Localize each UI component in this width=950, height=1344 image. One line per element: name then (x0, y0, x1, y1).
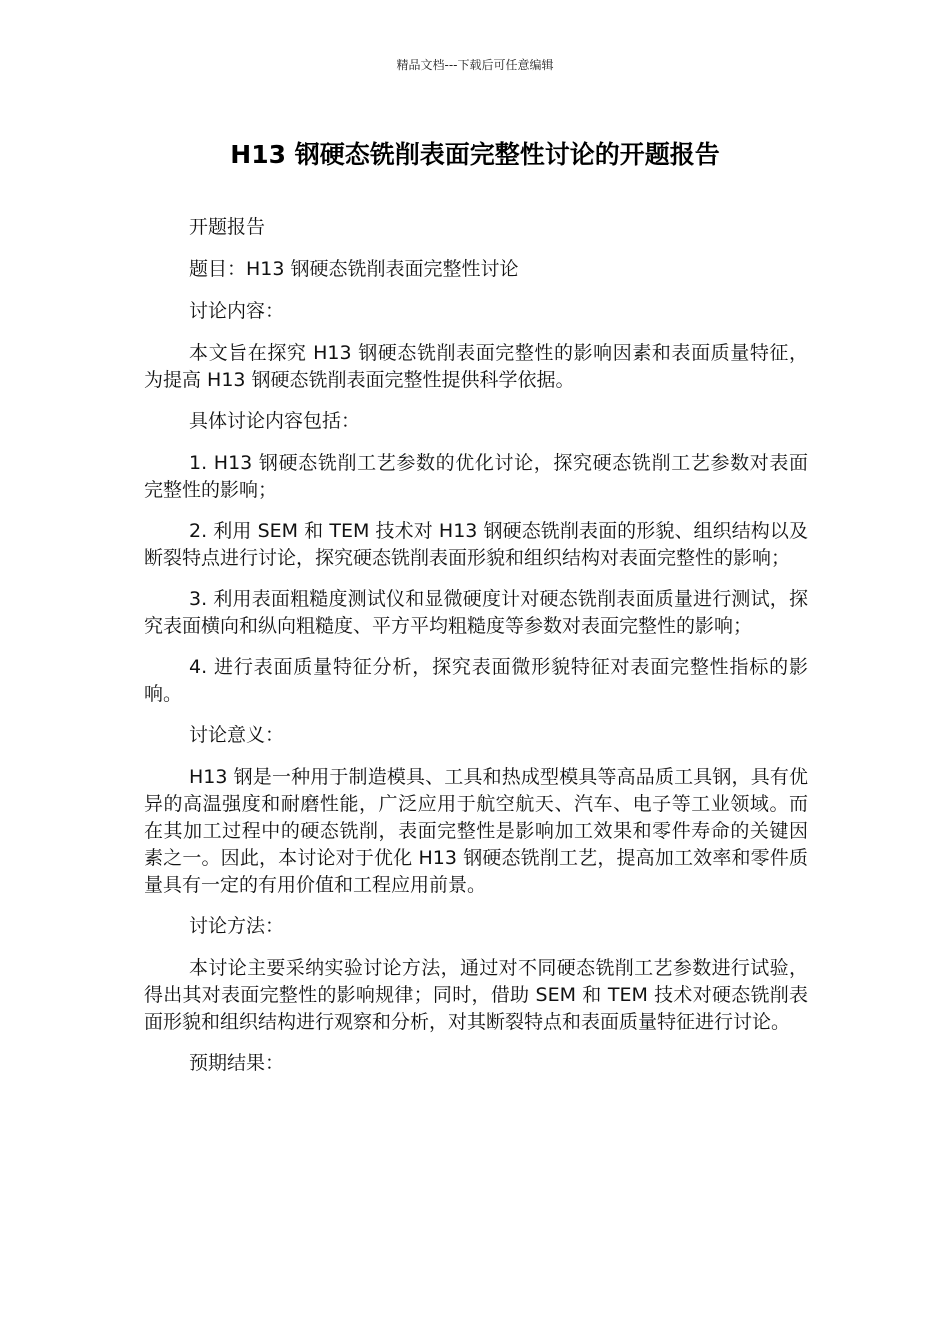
content-intro-paragraph: 本文旨在探究 H13 钢硬态铣削表面完整性的影响因素和表面质量特征，为提高 H13 钢硬态铣削表面完整性提供科学依据。 (144, 342, 808, 391)
significance-paragraph: H13 钢是一种用于制造模具、工具和热成型模具等高品质工具钢，具有优异的高温强度和耐磨性能，广泛应用于航空航天、汽车、电子等工业领域。而在其加工过程中的硬态铣削，表面完整性是影响加工效果和零件寿命的关键因素之一。因此，本讨论对于优化 H13 钢硬态铣削工艺，提高加工效率和零件质量具有一定的有用价值和工程应用前景。 (144, 766, 808, 896)
content-item-3: 3. 利用表面粗糙度测试仪和显微硬度计对硬态铣削表面质量进行测试，探究表面横向和纵向粗糙度、平方平均粗糙度等参数对表面完整性的影响； (144, 588, 808, 637)
document-body (144, 214, 808, 1092)
topic-line: 题目：H13 钢硬态铣削表面完整性讨论 (189, 258, 519, 280)
content-item-2: 2. 利用 SEM 和 TEM 技术对 H13 钢硬态铣削表面的形貌、组织结构以及断裂特点进行讨论，探究硬态铣削表面形貌和组织结构对表面完整性的影响； (144, 520, 808, 569)
report-label: 开题报告 (189, 216, 266, 238)
content-item-1: 1. H13 钢硬态铣削工艺参数的优化讨论，探究硬态铣削工艺参数对表面完整性的影响； (144, 452, 808, 501)
section-heading-content: 讨论内容： (189, 300, 285, 322)
method-paragraph: 本讨论主要采纳实验讨论方法，通过对不同硬态铣削工艺参数进行试验，得出其对表面完整性的影响规律；同时，借助 SEM 和 TEM 技术对硬态铣削表面形貌和组织结构进行观察和分析，对其断裂特点和表面质量特征进行讨论。 (144, 957, 808, 1033)
section-heading-significance: 讨论意义： (189, 724, 285, 746)
page-header-note: 精品文档---下载后可任意编辑 (396, 58, 554, 72)
document-title: H13 钢硬态铣削表面完整性讨论的开题报告 (230, 140, 720, 169)
content-list-heading: 具体讨论内容包括： (189, 410, 361, 432)
section-heading-expected-results: 预期结果： (189, 1052, 285, 1074)
section-heading-method: 讨论方法： (189, 915, 285, 937)
content-item-4: 4. 进行表面质量特征分析，探究表面微形貌特征对表面完整性指标的影响。 (144, 656, 808, 705)
